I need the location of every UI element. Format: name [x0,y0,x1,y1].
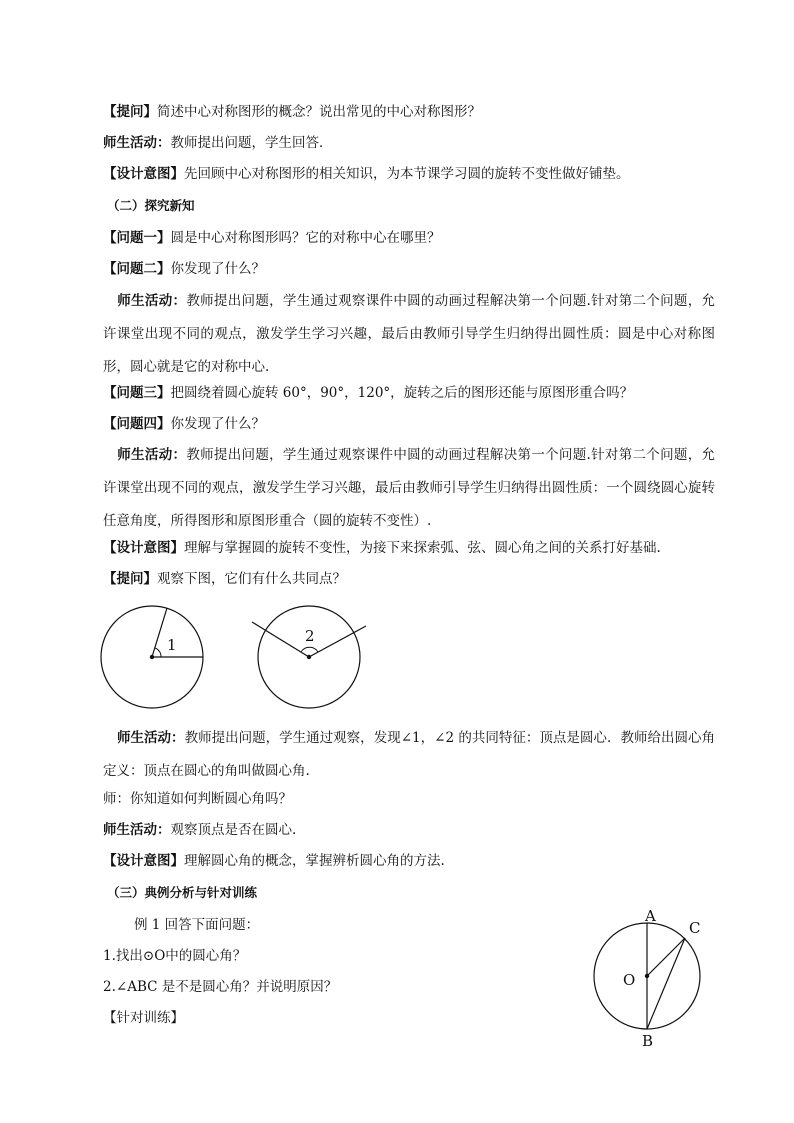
question-4-tag: 【问题四】 [103,416,171,432]
prompt-2-text: 观察下图，它们有什么共同点？ [157,571,346,587]
label-a: A [645,907,656,925]
design-intent-text: 理解圆心角的概念，掌握辨析圆心角的方法. [184,853,445,869]
prompt-1-text: 简述中心对称图形的概念？说出常见的中心对称图形？ [157,104,481,120]
design-intent-1 [103,164,630,184]
prompt-1-tag: 【提问】 [103,104,157,120]
activity-tag: 师生活动： [117,293,187,309]
question-4 [103,414,265,434]
teacher-student-activity-4 [103,820,296,840]
label-b: B [642,1032,654,1050]
center-point [150,655,154,659]
design-intent-tag: 【设计意图】 [103,853,184,869]
drill-heading: 【针对训练】 [103,1010,184,1026]
question-3-tag: 【问题三】 [103,385,171,401]
design-intent-3 [103,851,445,871]
activity-tag: 师生活动： [117,730,185,746]
question-2-tag: 【问题二】 [103,261,171,277]
question-4-text: 你发现了什么？ [170,416,265,432]
prompt-2 [103,569,346,589]
teacher-tag: 师： [103,791,130,807]
activity-text: 教师提出问题，学生通过观察课件中圆的动画过程解决第一个问题.针对第二个问题，允许课堂出现不同的观点，激发学生学习兴趣，最后由教师引导学生归纳得出圆性质：圆是中心对称图形，圆心就是它的对称中心. [103,293,716,375]
activity-text: 观察顶点是否在圆心. [170,822,297,838]
figure-circle-angle-1 [95,600,215,720]
question-1-text: 圆是中心对称图形吗？它的对称中心在哪里？ [170,230,441,246]
activity-tag: 师生活动： [103,822,171,838]
center-point [307,655,311,659]
activity-text: 教师提出问题，学生通过观察课件中圆的动画过程解决第一个问题.针对第二个问题，允许课堂出现不同的观点，激发学生学习兴趣，最后由教师引导学生归纳得出圆性质：一个圆绕圆心旋转任意角度，所得图形和原图形重合（圆的旋转不变性）. [103,447,716,529]
design-intent-2 [103,538,661,558]
example-title: 例 1 回答下面问题： [134,917,260,933]
angle-arc [155,648,161,657]
figure-circle-angle-2 [250,600,375,725]
chord-bc [647,938,685,1029]
activity-tag: 师生活动： [117,447,187,463]
prompt-1 [103,102,481,122]
angle-label-2: 2 [305,627,315,645]
question-2 [103,259,265,279]
activity-tag: 师生活动： [103,135,171,151]
activity-paragraph-1 [103,285,715,384]
example-question-1: 1.找出⊙O中的圆心角？ [103,948,247,964]
question-1-tag: 【问题一】 [103,230,171,246]
section-heading-2: （二）探究新知 [107,198,195,213]
center-point-o [645,974,649,978]
teacher-student-activity-1 [103,133,333,153]
angle-arc [301,647,318,652]
question-3-text: 把圆绕着圆心旋转 60°，90°，120°，旋转之后的图形还能与原图形重合吗？ [170,385,634,401]
question-1 [103,228,441,248]
label-o: O [623,971,636,989]
figure-example-circle [590,905,715,1055]
radius-oc [647,938,685,976]
question-3 [103,383,633,403]
teacher-text: 你知道如何判断圆心角吗？ [130,791,292,807]
example-question-2: 2.∠ABC 是不是圆心角？并说明原因？ [103,979,338,995]
angle-label-1: 1 [167,636,177,654]
teacher-question [103,789,292,809]
design-intent-tag: 【设计意图】 [103,166,184,182]
design-intent-text: 理解与掌握圆的旋转不变性，为接下来探索弧、弦、圆心角之间的关系打好基础. [184,540,661,556]
design-intent-tag: 【设计意图】 [103,540,184,556]
activity-paragraph-3 [103,722,715,788]
label-c: C [689,919,701,937]
activity-text: 教师提出问题，学生回答． [170,135,333,151]
section-heading-3: （三）典例分析与针对训练 [107,885,258,900]
design-intent-text: 先回顾中心对称图形的相关知识，为本节课学习圆的旋转不变性做好铺垫。 [184,166,630,182]
activity-paragraph-2 [103,439,715,538]
prompt-2-tag: 【提问】 [103,571,157,587]
radius-upper [152,608,167,657]
question-2-text: 你发现了什么？ [170,261,265,277]
activity-text: 教师提出问题，学生通过观察，发现∠1，∠2 的共同特征：顶点是圆心．教师给出圆心角定义：顶点在圆心的角叫做圆心角. [103,730,716,779]
